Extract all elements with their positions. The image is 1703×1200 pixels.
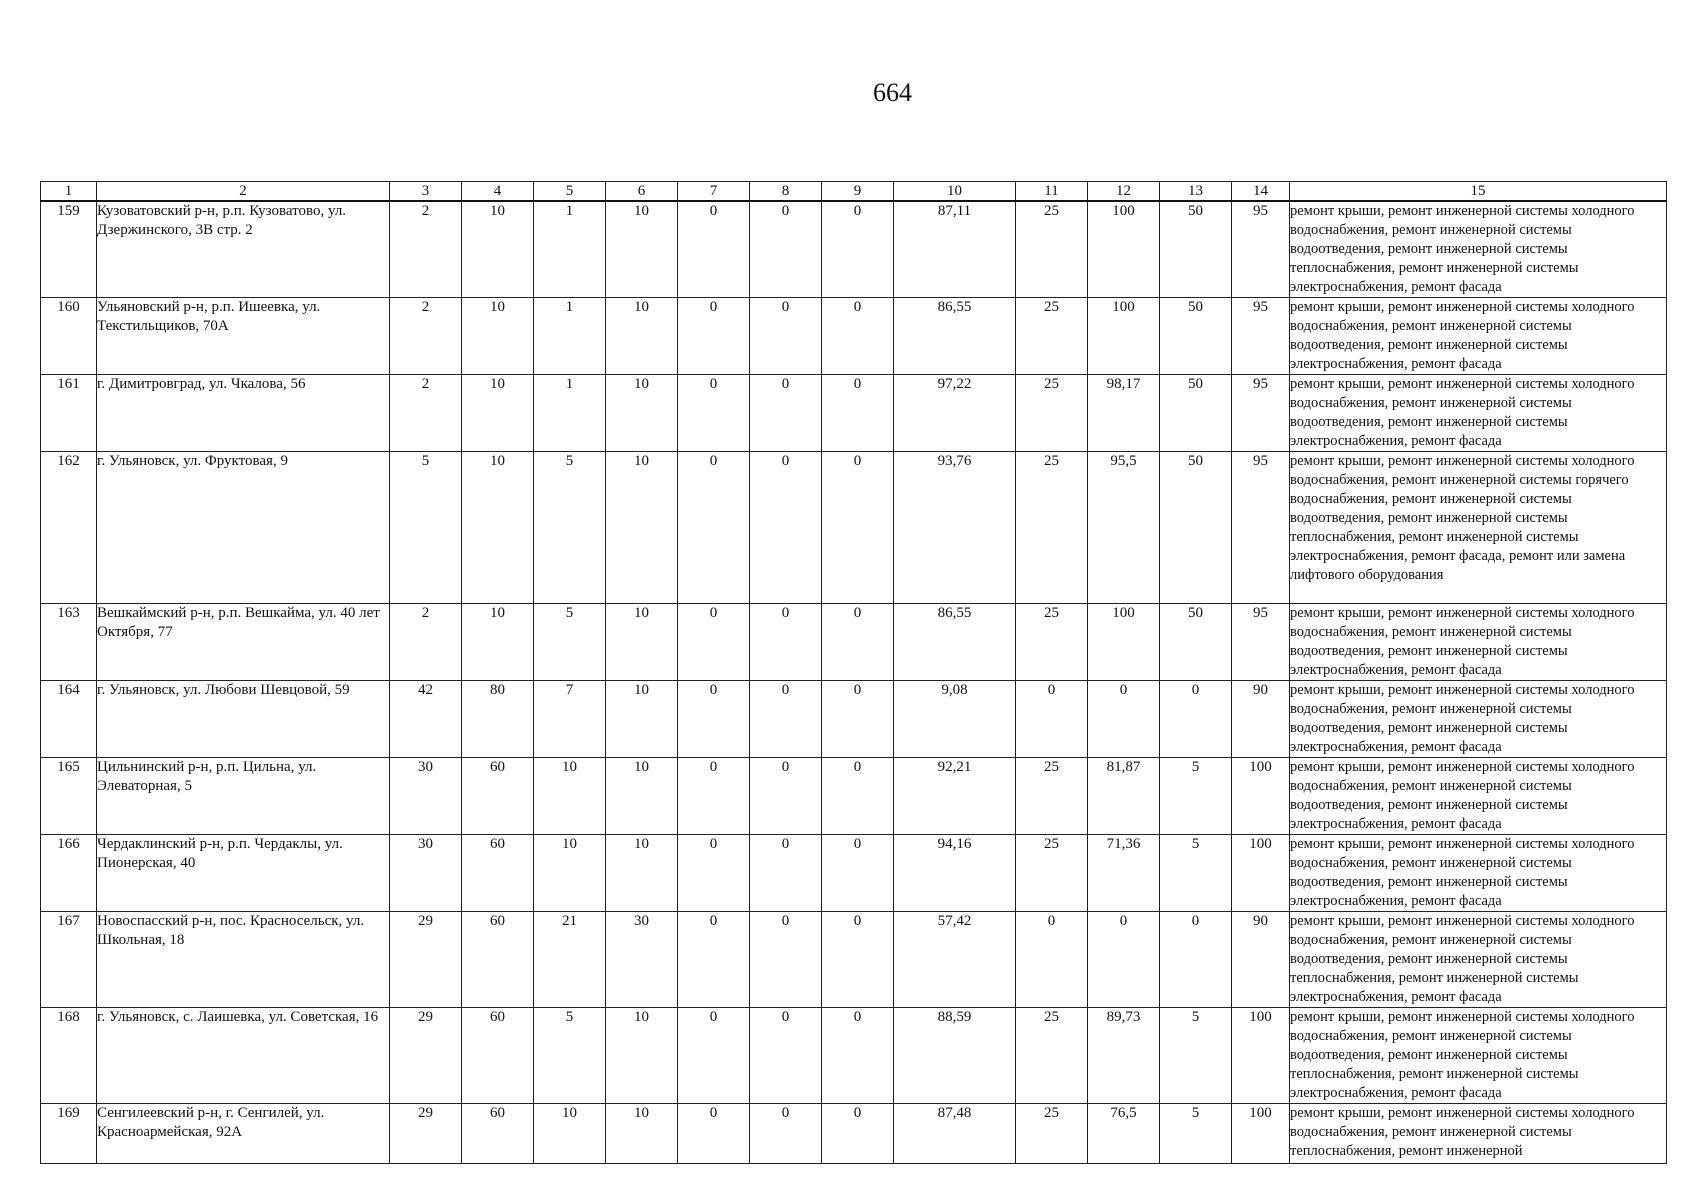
works-cell: ремонт крыши, ремонт инженерной системы холодного водоснабжения, ремонт инженерной системы теплоснабжения, ремонт инженерной bbox=[1290, 1104, 1667, 1164]
value-cell: 0 bbox=[822, 758, 894, 835]
value-cell: 87,11 bbox=[894, 201, 1016, 298]
value-cell: 10 bbox=[534, 835, 606, 912]
row-number-cell: 167 bbox=[41, 912, 97, 1008]
column-header: 5 bbox=[534, 182, 606, 202]
value-cell: 0 bbox=[750, 681, 822, 758]
value-cell: 30 bbox=[390, 835, 462, 912]
table-row bbox=[41, 452, 1667, 604]
value-cell: 25 bbox=[1016, 758, 1088, 835]
row-number-cell: 162 bbox=[41, 452, 97, 604]
value-cell: 89,73 bbox=[1088, 1008, 1160, 1104]
value-cell: 25 bbox=[1016, 835, 1088, 912]
value-cell: 5 bbox=[1160, 758, 1232, 835]
value-cell: 0 bbox=[822, 375, 894, 452]
value-cell: 0 bbox=[822, 912, 894, 1008]
value-cell: 93,76 bbox=[894, 452, 1016, 604]
row-number-cell: 163 bbox=[41, 604, 97, 681]
value-cell: 10 bbox=[606, 604, 678, 681]
value-cell: 0 bbox=[1088, 681, 1160, 758]
value-cell: 60 bbox=[462, 912, 534, 1008]
value-cell: 95 bbox=[1232, 604, 1290, 681]
address-cell: г. Ульяновск, с. Лаишевка, ул. Советская, 16 bbox=[97, 1008, 390, 1104]
value-cell: 76,5 bbox=[1088, 1104, 1160, 1164]
column-header: 9 bbox=[822, 182, 894, 202]
address-cell: Новоспасский р-н, пос. Красносельск, ул. Школьная, 18 bbox=[97, 912, 390, 1008]
value-cell: 10 bbox=[462, 452, 534, 604]
column-header: 7 bbox=[678, 182, 750, 202]
page-number: 664 bbox=[873, 78, 912, 107]
value-cell: 98,17 bbox=[1088, 375, 1160, 452]
works-cell: ремонт крыши, ремонт инженерной системы холодного водоснабжения, ремонт инженерной системы водоотведения, ремонт инженерной системы электроснабжения, ремонт фасада bbox=[1290, 835, 1667, 912]
value-cell: 88,59 bbox=[894, 1008, 1016, 1104]
value-cell: 21 bbox=[534, 912, 606, 1008]
value-cell: 80 bbox=[462, 681, 534, 758]
address-cell: Чердаклинский р-н, р.п. Чердаклы, ул. Пионерская, 40 bbox=[97, 835, 390, 912]
value-cell: 60 bbox=[462, 1008, 534, 1104]
value-cell: 0 bbox=[678, 912, 750, 1008]
value-cell: 10 bbox=[606, 681, 678, 758]
value-cell: 0 bbox=[1088, 912, 1160, 1008]
value-cell: 60 bbox=[462, 1104, 534, 1164]
table-row bbox=[41, 681, 1667, 758]
value-cell: 100 bbox=[1232, 758, 1290, 835]
value-cell: 50 bbox=[1160, 375, 1232, 452]
value-cell: 10 bbox=[462, 298, 534, 375]
value-cell: 10 bbox=[462, 604, 534, 681]
table-row bbox=[41, 604, 1667, 681]
table-row bbox=[41, 298, 1667, 375]
value-cell: 60 bbox=[462, 835, 534, 912]
value-cell: 10 bbox=[606, 758, 678, 835]
row-number-cell: 166 bbox=[41, 835, 97, 912]
works-cell: ремонт крыши, ремонт инженерной системы холодного водоснабжения, ремонт инженерной системы водоотведения, ремонт инженерной системы теплоснабжения, ремонт инженерной системы электроснабжения, ремонт фасада bbox=[1290, 912, 1667, 1008]
value-cell: 86,55 bbox=[894, 298, 1016, 375]
value-cell: 100 bbox=[1088, 298, 1160, 375]
column-header: 4 bbox=[462, 182, 534, 202]
works-cell: ремонт крыши, ремонт инженерной системы холодного водоснабжения, ремонт инженерной системы водоотведения, ремонт инженерной системы электроснабжения, ремонт фасада bbox=[1290, 298, 1667, 375]
value-cell: 0 bbox=[822, 1008, 894, 1104]
value-cell: 10 bbox=[534, 1104, 606, 1164]
value-cell: 0 bbox=[678, 758, 750, 835]
value-cell: 25 bbox=[1016, 201, 1088, 298]
value-cell: 0 bbox=[822, 835, 894, 912]
row-number-cell: 165 bbox=[41, 758, 97, 835]
value-cell: 95,5 bbox=[1088, 452, 1160, 604]
value-cell: 50 bbox=[1160, 298, 1232, 375]
value-cell: 5 bbox=[390, 452, 462, 604]
column-header: 3 bbox=[390, 182, 462, 202]
value-cell: 0 bbox=[822, 298, 894, 375]
value-cell: 10 bbox=[606, 835, 678, 912]
value-cell: 29 bbox=[390, 912, 462, 1008]
row-number-cell: 164 bbox=[41, 681, 97, 758]
value-cell: 60 bbox=[462, 758, 534, 835]
value-cell: 5 bbox=[534, 1008, 606, 1104]
column-header: 1 bbox=[41, 182, 97, 202]
address-cell: г. Ульяновск, ул. Любови Шевцовой, 59 bbox=[97, 681, 390, 758]
table-row bbox=[41, 1008, 1667, 1104]
value-cell: 0 bbox=[822, 604, 894, 681]
value-cell: 0 bbox=[678, 835, 750, 912]
row-number-cell: 169 bbox=[41, 1104, 97, 1164]
works-cell: ремонт крыши, ремонт инженерной системы холодного водоснабжения, ремонт инженерной системы водоотведения, ремонт инженерной системы электроснабжения, ремонт фасада bbox=[1290, 604, 1667, 681]
value-cell: 100 bbox=[1088, 604, 1160, 681]
value-cell: 0 bbox=[678, 201, 750, 298]
value-cell: 50 bbox=[1160, 604, 1232, 681]
address-cell: г. Ульяновск, ул. Фруктовая, 9 bbox=[97, 452, 390, 604]
value-cell: 0 bbox=[1016, 912, 1088, 1008]
value-cell: 10 bbox=[606, 452, 678, 604]
column-header: 15 bbox=[1290, 182, 1667, 202]
works-cell: ремонт крыши, ремонт инженерной системы холодного водоснабжения, ремонт инженерной системы водоотведения, ремонт инженерной системы электроснабжения, ремонт фасада bbox=[1290, 681, 1667, 758]
value-cell: 0 bbox=[750, 835, 822, 912]
value-cell: 25 bbox=[1016, 1008, 1088, 1104]
column-header: 2 bbox=[97, 182, 390, 202]
table-row bbox=[41, 1104, 1667, 1164]
value-cell: 10 bbox=[606, 1104, 678, 1164]
table-row bbox=[41, 201, 1667, 298]
value-cell: 1 bbox=[534, 375, 606, 452]
value-cell: 2 bbox=[390, 604, 462, 681]
works-cell: ремонт крыши, ремонт инженерной системы холодного водоснабжения, ремонт инженерной системы водоотведения, ремонт инженерной системы теплоснабжения, ремонт инженерной системы электроснабжения, ремонт фасада bbox=[1290, 201, 1667, 298]
column-header: 11 bbox=[1016, 182, 1088, 202]
value-cell: 87,48 bbox=[894, 1104, 1016, 1164]
table-row bbox=[41, 758, 1667, 835]
value-cell: 5 bbox=[1160, 1008, 1232, 1104]
value-cell: 81,87 bbox=[1088, 758, 1160, 835]
value-cell: 5 bbox=[1160, 835, 1232, 912]
value-cell: 25 bbox=[1016, 375, 1088, 452]
value-cell: 0 bbox=[1160, 912, 1232, 1008]
value-cell: 0 bbox=[750, 452, 822, 604]
value-cell: 25 bbox=[1016, 1104, 1088, 1164]
value-cell: 94,16 bbox=[894, 835, 1016, 912]
value-cell: 10 bbox=[462, 201, 534, 298]
column-header: 10 bbox=[894, 182, 1016, 202]
value-cell: 10 bbox=[606, 1008, 678, 1104]
value-cell: 0 bbox=[678, 681, 750, 758]
value-cell: 5 bbox=[1160, 1104, 1232, 1164]
header-row bbox=[41, 182, 1667, 202]
value-cell: 86,55 bbox=[894, 604, 1016, 681]
value-cell: 0 bbox=[750, 201, 822, 298]
value-cell: 2 bbox=[390, 201, 462, 298]
value-cell: 57,42 bbox=[894, 912, 1016, 1008]
value-cell: 2 bbox=[390, 375, 462, 452]
address-cell: Ульяновский р-н, р.п. Ишеевка, ул. Текстильщиков, 70А bbox=[97, 298, 390, 375]
value-cell: 0 bbox=[750, 604, 822, 681]
value-cell: 95 bbox=[1232, 452, 1290, 604]
value-cell: 25 bbox=[1016, 604, 1088, 681]
address-cell: Сенгилеевский р-н, г. Сенгилей, ул. Красноармейская, 92А bbox=[97, 1104, 390, 1164]
value-cell: 100 bbox=[1232, 1008, 1290, 1104]
value-cell: 71,36 bbox=[1088, 835, 1160, 912]
value-cell: 0 bbox=[822, 201, 894, 298]
table-row bbox=[41, 835, 1667, 912]
value-cell: 0 bbox=[750, 375, 822, 452]
value-cell: 97,22 bbox=[894, 375, 1016, 452]
column-header: 14 bbox=[1232, 182, 1290, 202]
column-header: 8 bbox=[750, 182, 822, 202]
value-cell: 0 bbox=[750, 1008, 822, 1104]
row-number-cell: 160 bbox=[41, 298, 97, 375]
value-cell: 10 bbox=[606, 375, 678, 452]
value-cell: 95 bbox=[1232, 375, 1290, 452]
table-row bbox=[41, 375, 1667, 452]
value-cell: 25 bbox=[1016, 298, 1088, 375]
table-row bbox=[41, 912, 1667, 1008]
value-cell: 0 bbox=[822, 681, 894, 758]
column-header: 13 bbox=[1160, 182, 1232, 202]
column-header: 6 bbox=[606, 182, 678, 202]
address-cell: г. Димитровград, ул. Чкалова, 56 bbox=[97, 375, 390, 452]
value-cell: 0 bbox=[1016, 681, 1088, 758]
works-cell: ремонт крыши, ремонт инженерной системы холодного водоснабжения, ремонт инженерной системы водоотведения, ремонт инженерной системы электроснабжения, ремонт фасада bbox=[1290, 375, 1667, 452]
value-cell: 90 bbox=[1232, 681, 1290, 758]
value-cell: 30 bbox=[606, 912, 678, 1008]
value-cell: 42 bbox=[390, 681, 462, 758]
value-cell: 50 bbox=[1160, 201, 1232, 298]
address-cell: Кузоватовский р-н, р.п. Кузоватово, ул. Дзержинского, 3В стр. 2 bbox=[97, 201, 390, 298]
value-cell: 10 bbox=[606, 298, 678, 375]
value-cell: 10 bbox=[462, 375, 534, 452]
value-cell: 0 bbox=[678, 298, 750, 375]
value-cell: 1 bbox=[534, 298, 606, 375]
value-cell: 95 bbox=[1232, 298, 1290, 375]
value-cell: 5 bbox=[534, 604, 606, 681]
value-cell: 95 bbox=[1232, 201, 1290, 298]
value-cell: 25 bbox=[1016, 452, 1088, 604]
row-number-cell: 168 bbox=[41, 1008, 97, 1104]
value-cell: 90 bbox=[1232, 912, 1290, 1008]
value-cell: 10 bbox=[534, 758, 606, 835]
value-cell: 100 bbox=[1232, 835, 1290, 912]
value-cell: 0 bbox=[750, 298, 822, 375]
value-cell: 0 bbox=[678, 452, 750, 604]
value-cell: 9,08 bbox=[894, 681, 1016, 758]
value-cell: 0 bbox=[750, 758, 822, 835]
register-table bbox=[40, 181, 1667, 1164]
works-cell: ремонт крыши, ремонт инженерной системы холодного водоснабжения, ремонт инженерной системы водоотведения, ремонт инженерной системы электроснабжения, ремонт фасада bbox=[1290, 758, 1667, 835]
value-cell: 1 bbox=[534, 201, 606, 298]
value-cell: 5 bbox=[534, 452, 606, 604]
value-cell: 0 bbox=[678, 604, 750, 681]
row-number-cell: 161 bbox=[41, 375, 97, 452]
value-cell: 2 bbox=[390, 298, 462, 375]
value-cell: 0 bbox=[678, 375, 750, 452]
value-cell: 50 bbox=[1160, 452, 1232, 604]
address-cell: Вешкаймский р-н, р.п. Вешкайма, ул. 40 лет Октября, 77 bbox=[97, 604, 390, 681]
value-cell: 29 bbox=[390, 1104, 462, 1164]
works-cell: ремонт крыши, ремонт инженерной системы холодного водоснабжения, ремонт инженерной системы горячего водоснабжения, ремонт инженерной системы водоотведения, ремонт инженерной системы теплоснабжения, ремонт инженерной системы электроснабжения, ремонт фасада, ремонт или замена лифтового оборудования bbox=[1290, 452, 1667, 604]
value-cell: 0 bbox=[678, 1008, 750, 1104]
value-cell: 92,21 bbox=[894, 758, 1016, 835]
address-cell: Цильнинский р-н, р.п. Цильна, ул. Элеваторная, 5 bbox=[97, 758, 390, 835]
value-cell: 100 bbox=[1232, 1104, 1290, 1164]
value-cell: 0 bbox=[822, 1104, 894, 1164]
value-cell: 0 bbox=[822, 452, 894, 604]
value-cell: 100 bbox=[1088, 201, 1160, 298]
value-cell: 29 bbox=[390, 1008, 462, 1104]
value-cell: 7 bbox=[534, 681, 606, 758]
value-cell: 0 bbox=[1160, 681, 1232, 758]
value-cell: 0 bbox=[678, 1104, 750, 1164]
column-header: 12 bbox=[1088, 182, 1160, 202]
value-cell: 30 bbox=[390, 758, 462, 835]
row-number-cell: 159 bbox=[41, 201, 97, 298]
value-cell: 0 bbox=[750, 912, 822, 1008]
value-cell: 10 bbox=[606, 201, 678, 298]
works-cell: ремонт крыши, ремонт инженерной системы холодного водоснабжения, ремонт инженерной системы водоотведения, ремонт инженерной системы теплоснабжения, ремонт инженерной системы электроснабжения, ремонт фасада bbox=[1290, 1008, 1667, 1104]
value-cell: 0 bbox=[750, 1104, 822, 1164]
